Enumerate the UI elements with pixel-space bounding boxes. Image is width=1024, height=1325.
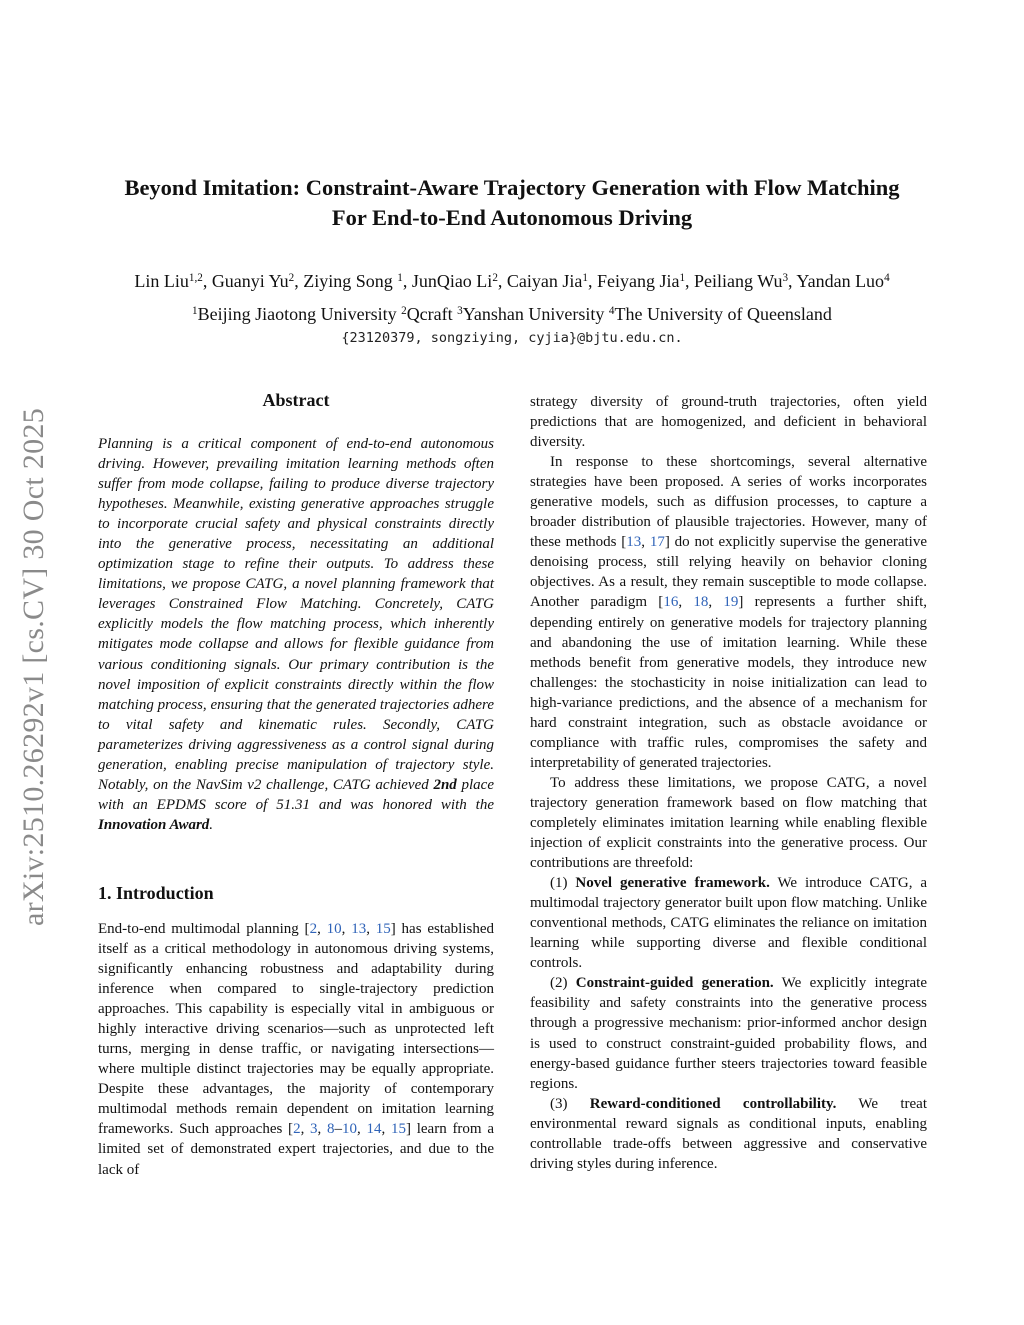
- author-name: Ziying Song: [303, 271, 398, 291]
- citation-link[interactable]: 2: [309, 920, 318, 937]
- title-line-2: For End-to-End Autonomous Driving: [331, 205, 693, 230]
- author-name: Lin Liu: [134, 271, 189, 291]
- author-affil-mark: 1: [582, 271, 588, 284]
- contribution-1: (1) Novel generative framework. We introduce CATG, a multimodal trajectory generator built upon flow matching. Unlike conventional methods, CATG eliminates the reliance on imitation learning while supporting diverse and flexible conditional controls.: [530, 875, 927, 972]
- citation-link[interactable]: 18: [693, 594, 709, 611]
- title-line-1: Beyond Imitation: Constraint-Aware Trajectory Generation with Flow Matching: [124, 175, 900, 200]
- paper-title: [60, 173, 964, 233]
- affiliation-name: The University of Queensland: [614, 304, 832, 324]
- citation-link[interactable]: 13: [351, 920, 367, 937]
- author-name: Peiliang Wu: [694, 271, 783, 291]
- citation-link[interactable]: 19: [723, 594, 739, 611]
- award-rank: 2nd: [433, 776, 457, 793]
- arxiv-id-text: arXiv:2510.26292v1 [cs.CV] 30 Oct 2025: [17, 407, 50, 927]
- citation-link[interactable]: 14: [366, 1121, 382, 1138]
- author-affil-mark: 2: [492, 271, 498, 284]
- author-affil-mark: 1: [397, 271, 403, 284]
- author-affil-mark: 2: [288, 271, 295, 284]
- citation-link[interactable]: 10: [326, 920, 342, 937]
- intro-paragraph-3: To address these limitations, we propose CATG, a novel trajectory generation framework based on flow matching that completely eliminates imitation learning while enabling flexible injection of explicit constraints into the generative process. Our contributions are threefold:: [530, 774, 927, 872]
- affil-mark: 3: [457, 304, 463, 317]
- abstract-heading: Abstract: [262, 390, 330, 410]
- author-affil-mark: 1,2: [188, 271, 203, 284]
- contribution-2: (2) Constraint-guided generation. We explicitly integrate feasibility and safety constraints into the generative process through a progressive mechanism: prior-informed anchor design is used to construct constraint-guided probability flows, and energy-based guidance further steers trajectories toward feasible regions.: [530, 975, 927, 1092]
- author-affil-mark: 4: [884, 271, 890, 284]
- affil-mark: 1: [192, 304, 198, 317]
- citation-link[interactable]: 10: [342, 1121, 358, 1138]
- contact-emails: {23120379, songziying, cyjia}@bjtu.edu.cn.: [341, 330, 683, 346]
- section-heading-introduction: 1. Introduction: [98, 882, 214, 903]
- author-affil-mark: 1: [679, 271, 686, 284]
- award-name: Innovation Award: [98, 816, 210, 833]
- affil-mark: 4: [608, 304, 615, 317]
- citation-link[interactable]: 2: [293, 1121, 301, 1138]
- intro-paragraph-1-continued: strategy diversity of ground-truth trajectories, often yield predictions that are homogenized, and deficient in behavioral diversity.: [530, 394, 927, 451]
- citation-link[interactable]: 8: [327, 1121, 335, 1138]
- citation-link[interactable]: 13: [626, 534, 642, 551]
- citation-link[interactable]: 17: [649, 534, 665, 551]
- author-name: Feiyang Jia: [596, 271, 680, 291]
- intro-paragraph-1: End-to-end multimodal planning [2, 10, 13, 15] has established itself as a critical methodology in autonomous driving systems, significantly enhancing robustness and adaptability during inference when compared to single-trajectory prediction approaches. This capability is especially vital in ambiguous or highly interactive driving scenarios—such as unprotected left turns, merging in dense traffic, or navigating intersections—where multiple distinct trajectories may be equally appropriate. Despite these advantages, the majority of contemporary multimodal methods remain dependent on imitation learning frameworks. Such approaches [2, 3, 8–10, 14, 15] learn from a limited set of demonstrated expert trajectories, and due to the lack of: [98, 920, 495, 1178]
- author-name: Caiyan Jia: [506, 271, 583, 291]
- citation-link[interactable]: 3: [310, 1121, 318, 1138]
- arxiv-identifier-stamp: [14, 372, 54, 962]
- affiliation-name: Beijing Jiaotong University: [197, 304, 397, 324]
- contribution-3-title: Reward-conditioned controllability.: [589, 1095, 837, 1112]
- abstract-text: Planning is a critical component of end-to-end autonomous driving. However, prevailing imitation learning methods often suffer from mode collapse, failing to produce diverse trajectory hypotheses. Meanwhile, existing generative approaches struggle to incorporate crucial safety and physical constraints directly into the generative process, necessitating an additional optimization stage to refine their outputs. To address these limitations, we propose CATG, a novel planning framework that leverages Constrained Flow Matching. Concretely, CATG explicitly models the flow matching process, which inherently mitigates mode collapse and allows for flexible guidance from various conditioning signals. Our primary contribution is the novel imposition of explicit constraints directly within the flow matching process, ensuring that the generated trajectories adhere to vital safety and kinematic rules. Secondly, CATG parameterizes driving aggressiveness as a control signal during generation, enabling precise manipulation of trajectory style. Notably, on the NavSim v2 challenge, CATG achieved 2nd place with an EPDMS score of 51.31 and was honored with the Innovation Award.: [98, 436, 494, 833]
- right-column: [530, 392, 927, 1174]
- author-name: Guanyi Yu: [211, 271, 289, 291]
- author-affil-mark: 3: [782, 271, 789, 284]
- contribution-2-title: Constraint-guided generation.: [575, 975, 774, 992]
- affil-mark: 2: [401, 304, 407, 317]
- left-column: [98, 388, 494, 1180]
- author-name: JunQiao Li: [411, 271, 493, 291]
- citation-link[interactable]: 16: [663, 594, 679, 611]
- intro-paragraph-1-end-left: ] learn from a limited set of demonstrated expert trajectories, and due to the lack of: [98, 1121, 494, 1178]
- author-name: Yandan Luo: [796, 271, 885, 291]
- citation-link[interactable]: 15: [391, 1121, 406, 1138]
- contribution-3: (3) Reward-conditioned controllability. We treat environmental reward signals as conditional inputs, enabling controllable trade-offs between aggressive and conservative driving styles during inference.: [530, 1095, 927, 1172]
- author-list: Lin Liu$^{1,2}$, Guanyi Yu$^2$, Ziying Song $^1$, JunQiao Li$^2$, Caiyan Jia$^1$, Feiyang Jia$^1$, Peiliang Wu$^3$, Yandan Luo$^4$: [134, 271, 890, 291]
- contribution-1-title: Novel generative framework.: [575, 875, 770, 892]
- affiliation-list: [60, 303, 964, 325]
- citation-link[interactable]: 15: [375, 920, 391, 937]
- affiliation-name: Yanshan University: [462, 304, 605, 324]
- intro-paragraph-2: In response to these shortcomings, several alternative strategies have been proposed. A series of works incorporates generative models, such as diffusion processes, to capture a broader distribution of plausible trajectories. However, many of these methods [13, 17] do not explicitly supervise the generative denoising process, still relying heavily on behavior cloning objectives. As a result, they remain susceptible to mode collapse. Another paradigm [16, 18, 19] represents a further shift, depending entirely on generative models for trajectory planning and abandoning the use of imitation learning. While these methods benefit from generative models, they introduce new challenges: the stochasticity in noise initialization can lead to high-variance predictions, and the absence of a mechanism for hard constraint integration, such as obstacle avoidance or compliance with traffic rules, compromises the safety and interpretability of generated trajectories.: [530, 454, 928, 771]
- affiliation-name: Qcraft: [406, 304, 453, 324]
